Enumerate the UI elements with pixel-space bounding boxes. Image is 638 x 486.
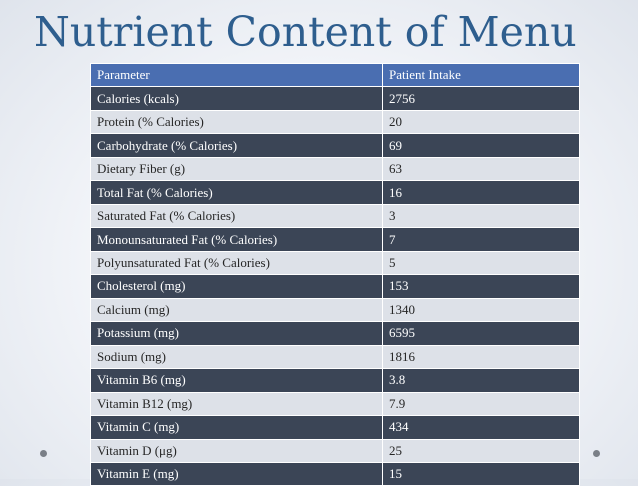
- parameter-cell: Vitamin D (μg): [91, 439, 383, 462]
- nutrient-table-container: [90, 63, 579, 486]
- table-row: [91, 369, 580, 392]
- parameter-cell: Calories (kcals): [91, 87, 383, 110]
- table-row: [91, 204, 580, 227]
- table-row: [91, 298, 580, 321]
- intake-cell: 6595: [383, 322, 580, 345]
- slide-title: Nutrient Content of Menu: [34, 8, 577, 56]
- intake-cell: 1816: [383, 345, 580, 368]
- table-row: [91, 392, 580, 415]
- table-row: [91, 228, 580, 251]
- intake-cell: 3: [383, 204, 580, 227]
- table-row: [91, 181, 580, 204]
- intake-cell: 7.9: [383, 392, 580, 415]
- nutrient-table: [90, 63, 580, 486]
- parameter-cell: Vitamin C (mg): [91, 416, 383, 439]
- parameter-cell: Protein (% Calories): [91, 110, 383, 133]
- right-bullet-dot-icon: [593, 450, 600, 457]
- parameter-cell: Calcium (mg): [91, 298, 383, 321]
- parameter-cell: Vitamin E (mg): [91, 462, 383, 485]
- parameter-cell: Cholesterol (mg): [91, 275, 383, 298]
- intake-cell: 16: [383, 181, 580, 204]
- parameter-cell: Sodium (mg): [91, 345, 383, 368]
- table-header-row: [91, 64, 580, 87]
- parameter-cell: Potassium (mg): [91, 322, 383, 345]
- table-row: [91, 322, 580, 345]
- table-row: [91, 87, 580, 110]
- header-parameter: Parameter: [91, 64, 383, 87]
- parameter-cell: Total Fat (% Calories): [91, 181, 383, 204]
- intake-cell: 15: [383, 462, 580, 485]
- parameter-cell: Saturated Fat (% Calories): [91, 204, 383, 227]
- table-row: [91, 110, 580, 133]
- intake-cell: 25: [383, 439, 580, 462]
- table-row: [91, 345, 580, 368]
- intake-cell: 5: [383, 251, 580, 274]
- table-row: [91, 416, 580, 439]
- intake-cell: 20: [383, 110, 580, 133]
- intake-cell: 434: [383, 416, 580, 439]
- left-bullet-dot-icon: [40, 450, 47, 457]
- header-patient-intake: Patient Intake: [383, 64, 580, 87]
- parameter-cell: Monounsaturated Fat (% Calories): [91, 228, 383, 251]
- parameter-cell: Carbohydrate (% Calories): [91, 134, 383, 157]
- parameter-cell: Polyunsaturated Fat (% Calories): [91, 251, 383, 274]
- intake-cell: 2756: [383, 87, 580, 110]
- intake-cell: 63: [383, 157, 580, 180]
- table-row: [91, 157, 580, 180]
- parameter-cell: Vitamin B6 (mg): [91, 369, 383, 392]
- table-row: [91, 251, 580, 274]
- intake-cell: 3.8: [383, 369, 580, 392]
- intake-cell: 153: [383, 275, 580, 298]
- table-row: [91, 275, 580, 298]
- parameter-cell: Dietary Fiber (g): [91, 157, 383, 180]
- intake-cell: 7: [383, 228, 580, 251]
- table-row: [91, 462, 580, 485]
- table-row: [91, 439, 580, 462]
- intake-cell: 1340: [383, 298, 580, 321]
- parameter-cell: Vitamin B12 (mg): [91, 392, 383, 415]
- table-row: [91, 134, 580, 157]
- intake-cell: 69: [383, 134, 580, 157]
